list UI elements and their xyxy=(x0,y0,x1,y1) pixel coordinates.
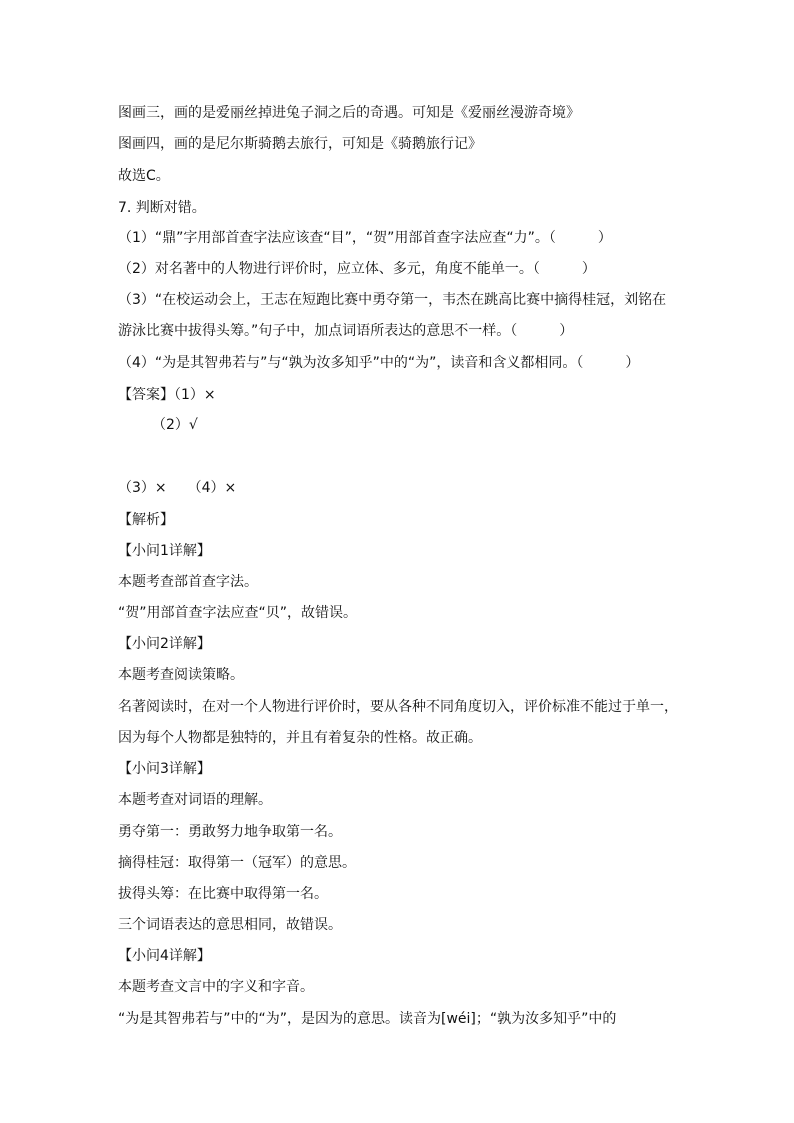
text-line: 本题考查阅读策略。 xyxy=(118,667,244,683)
analysis-heading: 【解析】 xyxy=(118,512,174,528)
text-line: 故选C。 xyxy=(118,168,170,184)
text-line: “为是其智弗若与”中的“为”，是因为的意思。读音为[wéi]；“孰为汝多知乎”中的 xyxy=(118,1011,617,1027)
text-line: 因为每个人物都是独特的，并且有着复杂的性格。故正确。 xyxy=(118,730,482,746)
text-line: 本题考查文言中的字义和字音。 xyxy=(118,979,314,995)
question-item-2: （2）对名著中的人物进行评价时，应立体、多元，角度不能单一。（ ） xyxy=(118,261,596,277)
sub-question-heading-2: 【小问2详解】 xyxy=(118,636,211,652)
question-number: 7. 判断对错。 xyxy=(118,200,206,216)
sub-question-heading-3: 【小问3详解】 xyxy=(118,761,211,777)
question-item-1: （1）“鼎”字用部首查字法应该查“目”，“贺”用部首查字法应查“力”。（ ） xyxy=(118,230,612,246)
text-line: 勇夺第一：勇敢努力地争取第一名。 xyxy=(118,824,342,840)
question-item-4: （4）“为是其智弗若与”与“孰为汝多知乎”中的“为”，读音和含义都相同。（ ） xyxy=(118,355,640,371)
question-item-3-cont: 游泳比赛中拔得头筹。”句子中，加点词语所表达的意思不一样。（ ） xyxy=(118,323,574,339)
text-line: 拔得头筹：在比赛中取得第一名。 xyxy=(118,886,328,902)
text-line: 摘得桂冠：取得第一（冠军）的意思。 xyxy=(118,855,356,871)
text-line: 本题考查对词语的理解。 xyxy=(118,792,272,808)
question-item-3: （3）“在校运动会上，王志在短跑比赛中勇夺第一，韦杰在跳高比赛中摘得桂冠，刘铭在 xyxy=(118,292,667,308)
answer-heading: 【答案】（1）× xyxy=(118,387,216,403)
text-line: 本题考查部首查字法。 xyxy=(118,574,258,590)
text-line: 图画四，画的是尼尔斯骑鹅去旅行，可知是《骑鹅旅行记》 xyxy=(118,136,482,152)
text-line: “贺”用部首查字法应查“贝”，故错误。 xyxy=(118,605,358,621)
text-line: 名著阅读时，在对一个人物进行评价时，要从各种不同角度切入，评价标准不能过于单一， xyxy=(118,699,678,715)
text-line: 图画三，画的是爱丽丝掉进兔子洞之后的奇遇。可知是《爱丽丝漫游奇境》 xyxy=(118,105,580,121)
sub-question-heading-1: 【小问1详解】 xyxy=(118,543,211,559)
answer-items-3-4: （3）× （4）× xyxy=(118,480,237,496)
text-line: 三个词语表达的意思相同，故错误。 xyxy=(118,917,342,933)
sub-question-heading-4: 【小问4详解】 xyxy=(118,948,211,964)
answer-item-2: （2）√ xyxy=(152,417,198,433)
